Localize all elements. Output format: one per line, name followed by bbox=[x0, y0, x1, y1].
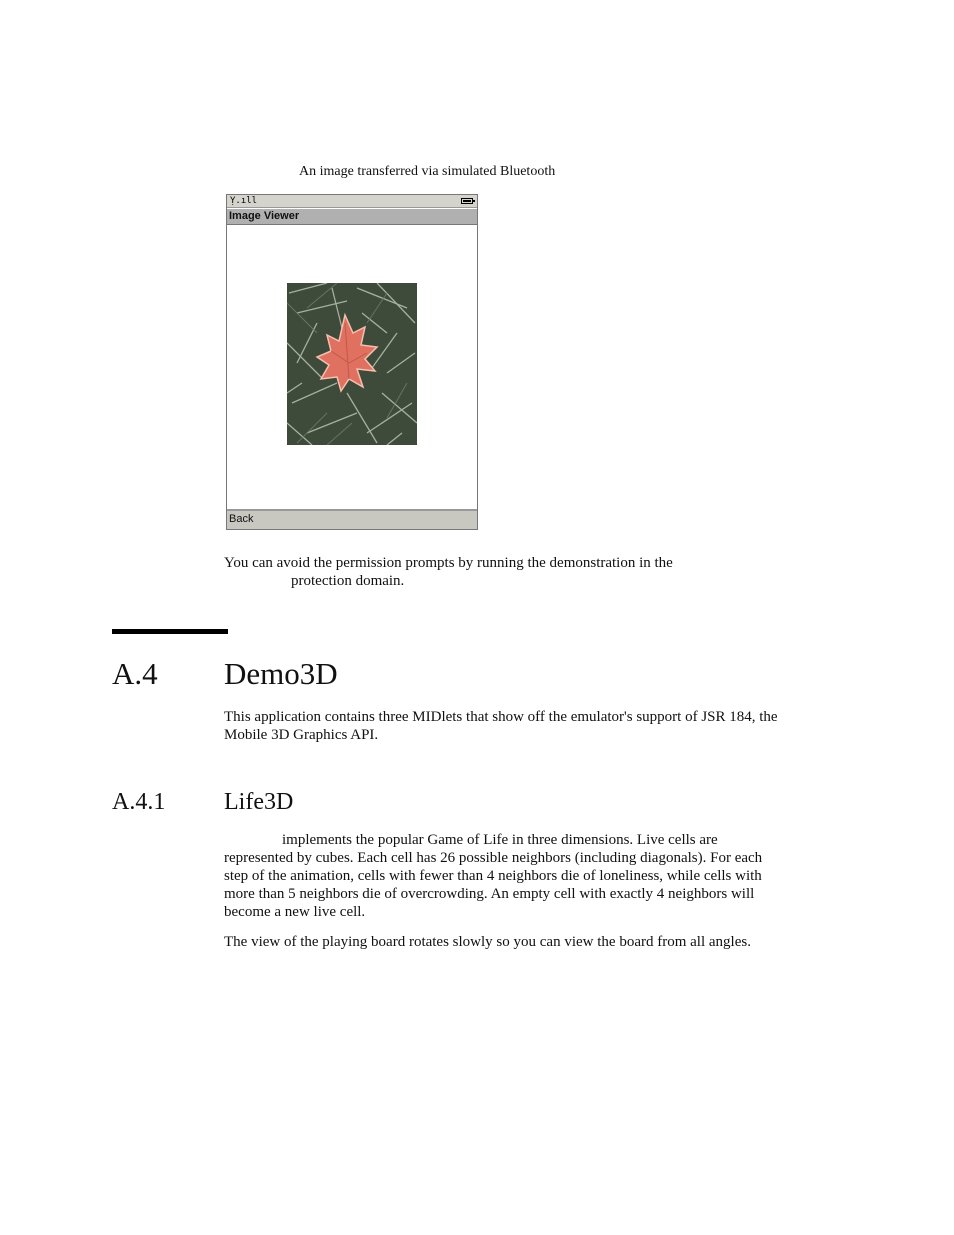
battery-icon bbox=[461, 198, 473, 204]
leaf-photo bbox=[287, 283, 417, 445]
figure-caption: An image transferred via simulated Bluetooth bbox=[299, 164, 556, 179]
subsection-number: A.4.1 bbox=[112, 789, 166, 815]
subsection-title: Life3D bbox=[224, 789, 294, 815]
life3d-paragraph-1 bbox=[224, 831, 789, 921]
screen-title: Image Viewer bbox=[227, 209, 477, 225]
back-softkey[interactable]: Back bbox=[229, 513, 254, 525]
section-rule bbox=[112, 629, 228, 634]
permission-paragraph bbox=[224, 554, 784, 590]
permission-line-2: protection domain. bbox=[291, 573, 405, 589]
section-intro: This application contains three MIDlets that show off the emulator's support of JSR 184, the Mobile 3D Graphics API. bbox=[224, 709, 778, 743]
signal-icon: Ỵ.ıll bbox=[230, 196, 258, 206]
phone-screen bbox=[226, 194, 478, 530]
status-bar bbox=[227, 195, 477, 208]
life3d-text-1: implements the popular Game of Life in three dimensions. Live cells are represented by cubes. Each cell has 26 possible neighbors (including diagonals). For each step of the animation, cells with fewer than 4 neighbors die of loneliness, while cells with more than 5 neighbors die of overcrowding. An empty cell with exactly 4 neighbors will become a new live cell. bbox=[224, 832, 763, 920]
section-title: Demo3D bbox=[224, 656, 338, 691]
permission-line-1: You can avoid the permission prompts by running the demonstration in the bbox=[224, 555, 673, 571]
soft-key-bar bbox=[227, 509, 477, 529]
life3d-paragraph-2: The view of the playing board rotates slowly so you can view the board from all angles. bbox=[224, 934, 751, 950]
leaf-on-grass-image bbox=[287, 283, 417, 445]
section-number: A.4 bbox=[112, 656, 158, 691]
